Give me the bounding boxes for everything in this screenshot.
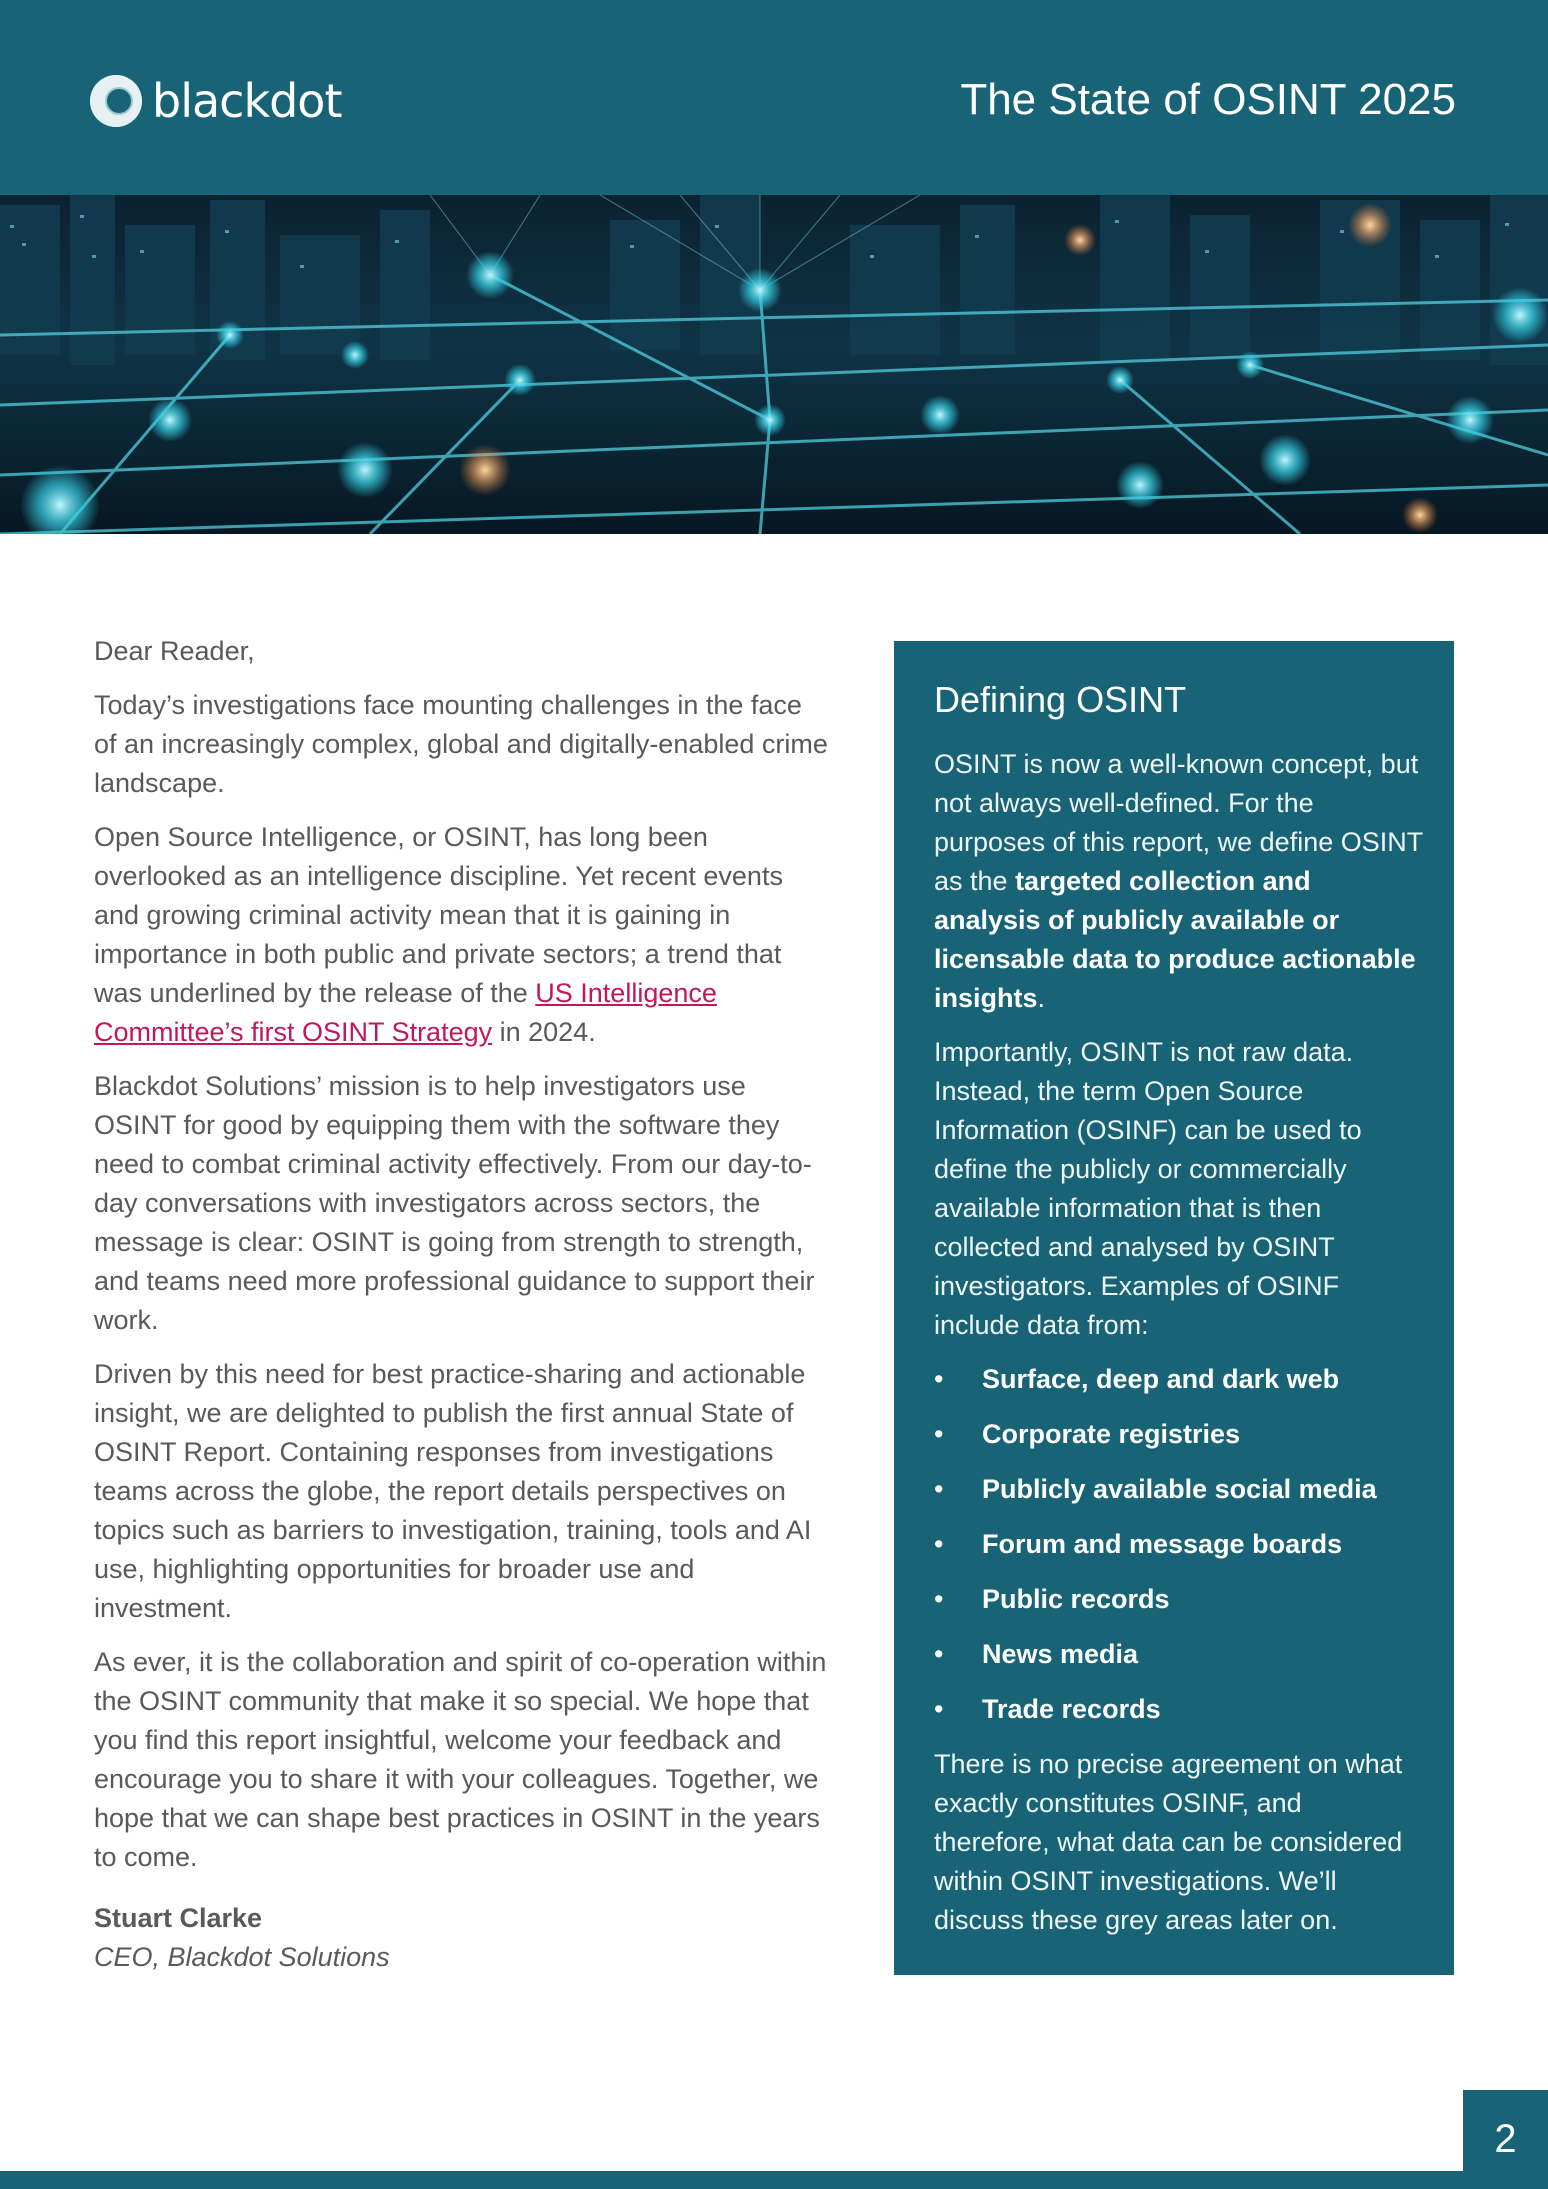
letter-paragraph-2 — [94, 818, 830, 1052]
letter-paragraph-3: Blackdot Solutions’ mission is to help investigators use OSINT for good by equipping them with the software they need to combat criminal activity effectively. From our day-to-day conversations with investigators across sectors, the message is clear: OSINT is going from strength to strength, and teams need more professional guidance to support their work. — [94, 1071, 815, 1335]
list-item — [934, 1470, 1424, 1509]
signature-name: Stuart Clarke — [94, 1903, 263, 1933]
list-item — [934, 1360, 1424, 1399]
letter-paragraph-2-tail: in 2024. — [492, 1017, 596, 1047]
list-item — [934, 1580, 1424, 1619]
list-item-label: News media — [982, 1639, 1139, 1669]
bullet-icon: • — [934, 1419, 944, 1449]
list-item — [934, 1690, 1424, 1729]
blackdot-logo-icon — [88, 73, 144, 129]
panel-paragraph-2: Importantly, OSINT is not raw data. Instead, the term Open Source Information (OSINF) can be used to define the publicly or commercially available information that is then collected and analysed by OSINT investigators. Examples of OSINF include data from: — [934, 1037, 1362, 1340]
list-item-label: Publicly available social media — [982, 1474, 1377, 1504]
bullet-icon: • — [934, 1364, 944, 1394]
letter-greeting: Dear Reader, — [94, 636, 255, 666]
list-item — [934, 1415, 1424, 1454]
bullet-icon: • — [934, 1639, 944, 1669]
brand-wordmark: blackdot — [152, 74, 342, 128]
list-item — [934, 1525, 1424, 1564]
list-item-label: Trade records — [982, 1694, 1161, 1724]
panel-paragraph-1 — [934, 745, 1424, 1018]
list-item-label: Surface, deep and dark web — [982, 1364, 1340, 1394]
osinf-sources-list — [934, 1360, 1424, 1729]
panel-paragraph-3: There is no precise agreement on what exactly constitutes OSINF, and therefore, what data can be considered within OSINT investigations. We’ll discuss these grey areas later on. — [934, 1749, 1403, 1935]
page-header — [0, 0, 1548, 195]
defining-osint-panel — [894, 641, 1454, 1975]
list-item-label: Forum and message boards — [982, 1529, 1343, 1559]
signature-role: CEO, Blackdot Solutions — [94, 1942, 390, 1972]
letter-paragraph-2-text: Open Source Intelligence, or OSINT, has long been overlooked as an intelligence discipline. Yet recent events and growing criminal activity mean that it is gaining in importance in both public and private sectors; a trend that was underlined by the release of the — [94, 822, 783, 1008]
footer-bar — [0, 2171, 1548, 2189]
list-item-label: Public records — [982, 1584, 1170, 1614]
bullet-icon: • — [934, 1584, 944, 1614]
page-number: 2 — [1463, 2090, 1548, 2189]
osint-definition: targeted collection and analysis of publicly available or licensable data to produce actionable insights — [934, 866, 1416, 1013]
bullet-icon: • — [934, 1474, 944, 1504]
letter-paragraph-1: Today’s investigations face mounting challenges in the face of an increasingly complex, global and digitally-enabled crime landscape. — [94, 690, 828, 798]
document-title: The State of OSINT 2025 — [960, 75, 1456, 124]
list-item-label: Corporate registries — [982, 1419, 1241, 1449]
list-item — [934, 1635, 1424, 1674]
letter-paragraph-5: As ever, it is the collaboration and spirit of co-operation within the OSINT community that make it so special. We hope that you find this report insightful, welcome your feedback and encourage you to share it with your colleagues. Together, we hope that we can shape best practices in OSINT in the years to come. — [94, 1647, 827, 1872]
panel-paragraph-1-tail: . — [1037, 983, 1046, 1013]
bullet-icon: • — [934, 1694, 944, 1724]
panel-heading: Defining OSINT — [934, 679, 1187, 720]
letter-paragraph-4: Driven by this need for best practice-sharing and actionable insight, we are delighted to publish the first annual State of OSINT Report. Containing responses from investigations teams across the globe, the report details perspectives on topics such as barriers to investigation, training, tools and AI use, highlighting opportunities for broader use and investment. — [94, 1359, 812, 1623]
brand-logo — [88, 72, 341, 130]
bullet-icon: • — [934, 1529, 944, 1559]
panel-paragraph-1-text: OSINT is now a well-known concept, but not always well-defined. For the purposes of this report, we define OSINT as the — [934, 749, 1423, 896]
osint-strategy-link[interactable]: US Intelligence Committee’s first OSINT Strategy — [94, 978, 717, 1047]
network-city-illustration — [0, 195, 1548, 534]
editor-letter — [94, 632, 830, 1977]
hero-image — [0, 195, 1548, 534]
